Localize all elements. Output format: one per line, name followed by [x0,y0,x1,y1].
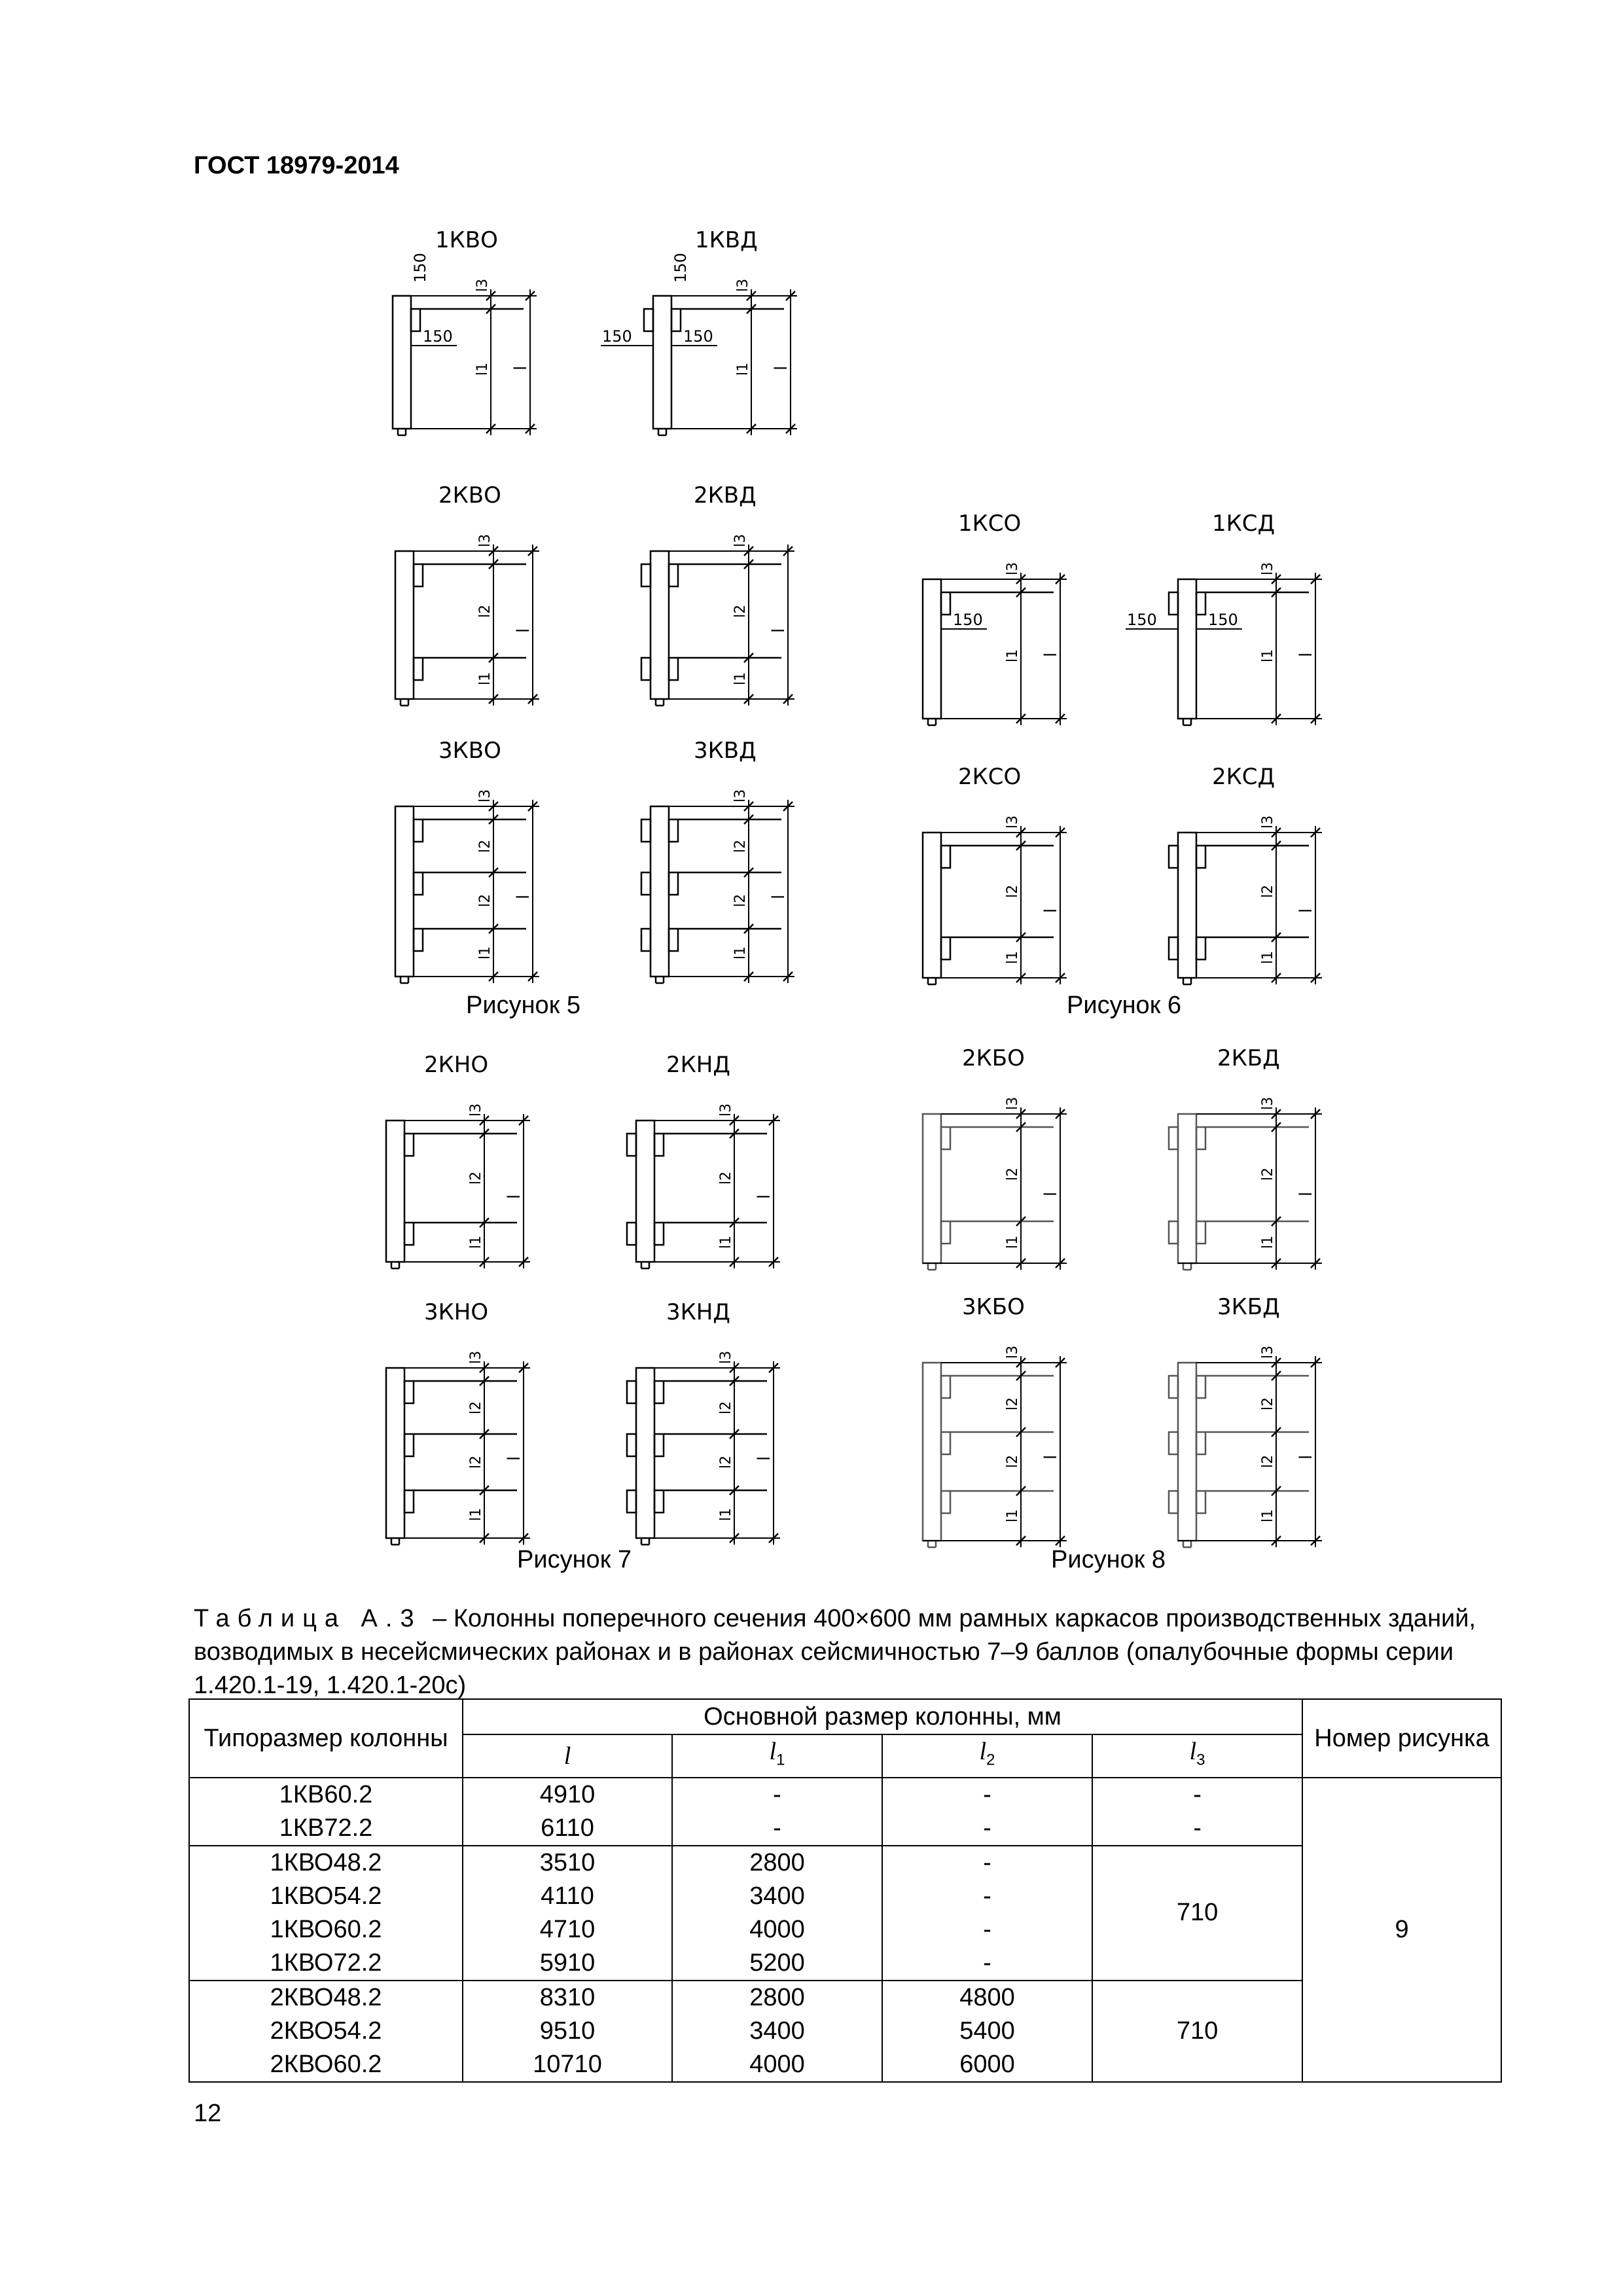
dimension-l2: l2 [732,604,749,618]
group-3-l2 [882,1981,1092,2082]
dimension-lines [1178,1356,1322,1547]
header-l2-label: l [979,1738,987,1765]
dimension-total-l: l [1296,652,1316,657]
column-label: 2КСО [958,764,1022,790]
dimension-total-l: l [1041,1191,1061,1196]
dimension-l1: l1 [477,946,493,960]
group-2-l2 [882,1846,1092,1981]
dimension-l3: l3 [1005,562,1021,575]
group-2-l [463,1846,672,1981]
page-number: 12 [194,2100,222,2127]
dimension-total-l: l [1041,908,1061,913]
header-main-size: Основной размер колонны, мм [463,1699,1302,1734]
column-label: 1КСД [1212,511,1275,537]
cell-l: 9510 [539,2017,596,2045]
dimension-offset-150: 150 [683,327,713,346]
cell-type: 1КВ72.2 [279,1814,373,1842]
dimension-offset-150: 150 [1127,611,1157,629]
group-3-types [189,1981,463,2082]
dimension-offset-150: 150 [1208,611,1238,629]
dimension-offset-150-vertical: 150 [411,253,429,283]
dimension-total-l: l [511,365,531,370]
columns-table [188,1698,1502,2083]
standard-header: ГОСТ 18979-2014 [194,152,399,179]
cell-l: 4910 [539,1780,596,1808]
group-1-types [189,1778,463,1846]
dimension-l2: l2 [468,1455,484,1469]
dimension-total-l: l [505,1456,524,1461]
cell-l2: - [983,1848,991,1876]
dimension-l3: l3 [474,278,491,292]
figure-caption-5: Рисунок 5 [466,992,581,1019]
group-1-l2 [882,1778,1092,1846]
cell-l1: - [773,1780,781,1808]
dimension-l2: l2 [718,1401,734,1414]
dimension-total-l: l [1296,1191,1316,1196]
cell-type: 2КВО48.2 [270,1983,382,2011]
dimension-total-l: l [514,894,533,899]
column-label: 3КБД [1217,1294,1280,1320]
cell-l1: 4000 [749,2050,805,2078]
dimension-l1: l1 [735,362,751,376]
cell-l: 4110 [541,1882,594,1910]
column-label: 3КБО [962,1294,1025,1320]
group-1-l [463,1778,672,1846]
dimension-l1: l1 [1005,649,1021,662]
column-label: 3КНО [424,1299,489,1325]
cell-l3: - [1193,1814,1202,1842]
dimension-l1: l1 [468,1507,484,1521]
cell-type: 1КВО54.2 [270,1882,382,1910]
dimension-l3: l3 [1005,1096,1021,1110]
group-2-l1 [672,1846,882,1981]
table-caption-text: – Колонны поперечного сечения 400×600 мм рамных каркасов производственных зданий, возводимых в несейсмических районах и в районах сейсмичностью 7–9 баллов (опалубочные формы серии 1.420.1-19, 1.420.1-20с) [194,1605,1476,1699]
header-l3 [1092,1734,1302,1778]
dimension-l2: l2 [732,839,749,853]
cell-l3-merged: 710 [1092,1981,1302,2082]
cell-l2: - [983,1882,991,1910]
group-1-l3 [1092,1778,1302,1846]
dimension-l3: l3 [477,789,493,802]
header-l3-label: l [1189,1738,1197,1765]
dimension-l3: l3 [1005,815,1021,829]
dimension-l2: l2 [468,1171,484,1185]
column-label: 3КВД [694,738,757,764]
dimension-l3: l3 [718,1103,734,1117]
column-label: 1КВО [435,227,498,253]
dimension-l3: l3 [732,789,749,802]
cell-l3-merged: 710 [1092,1846,1302,1981]
dimension-l3: l3 [477,533,493,547]
dimension-total-l: l [1041,652,1061,657]
header-l2-sub: 2 [986,1751,995,1769]
cell-figure-number: 9 [1302,1778,1501,2082]
dimension-l2: l2 [468,1401,484,1414]
dimension-total-l: l [505,1194,524,1199]
column-label: 3КВО [438,738,501,764]
cell-l: 5910 [539,1948,596,1977]
column-label: 3КНД [666,1299,730,1325]
dimension-l2: l2 [1260,1454,1276,1468]
dimension-l1: l1 [468,1235,484,1249]
cell-l1: 3400 [749,1882,805,1910]
cell-l1: 2800 [749,1983,805,2011]
dimension-l1: l1 [732,672,749,685]
dimension-l1: l1 [718,1507,734,1521]
dimension-l3: l3 [718,1350,734,1364]
column-body [1169,1363,1309,1547]
figure-caption-6: Рисунок 6 [1067,992,1182,1019]
cell-l1: 4000 [749,1915,805,1943]
header-type-label: Типоразмер колонны [204,1724,448,1752]
dimension-l3: l3 [468,1350,484,1364]
dimension-l2: l2 [477,839,493,853]
group-1-l1 [672,1778,882,1846]
dimension-l2: l2 [1005,1167,1021,1181]
dimension-l1: l1 [1260,1509,1276,1522]
dimension-l2: l2 [718,1171,734,1185]
dimension-l1: l1 [732,946,749,960]
header-l1 [672,1734,882,1778]
header-l [463,1734,672,1778]
dimension-l1: l1 [474,362,491,376]
cell-l1: - [773,1814,781,1842]
cell-l2: 4800 [959,1983,1015,2011]
header-l1-sub: 1 [776,1751,785,1769]
cell-l: 4710 [539,1915,596,1943]
dimension-l2: l2 [477,604,493,618]
dimension-total-l: l [1041,1454,1061,1460]
cell-type: 1КВО60.2 [270,1915,382,1943]
dimension-l3: l3 [735,278,751,292]
cell-l2: 6000 [959,2050,1015,2078]
cell-type: 1КВО72.2 [270,1948,382,1977]
table-caption-number: Таблица А.3 [194,1605,422,1632]
cell-l: 10710 [533,2050,602,2078]
header-type [189,1699,463,1778]
dimension-l2: l2 [477,893,493,907]
dimension-l3: l3 [1260,815,1276,829]
dimension-offset-150: 150 [423,327,453,346]
cell-type: 1КВ60.2 [279,1780,373,1808]
dimension-l2: l2 [1005,1454,1021,1468]
dimension-l2: l2 [1005,1397,1021,1410]
cell-l2: - [983,1780,991,1808]
dimension-l3: l3 [1260,562,1276,575]
dimension-l2: l2 [1260,884,1276,898]
dimension-l1: l1 [1005,950,1021,964]
dimension-offset-150-vertical: 150 [671,253,690,283]
dimension-l3: l3 [468,1103,484,1117]
cell-type: 2КВО60.2 [270,2050,382,2078]
dimension-l2: l2 [1260,1167,1276,1181]
dimension-l2: l2 [718,1455,734,1469]
dimension-l1: l1 [477,672,493,685]
dimension-total-l: l [1296,908,1316,913]
dimension-total-l: l [514,628,533,633]
group-3-l [463,1981,672,2082]
header-l1-label: l [769,1738,777,1765]
figure-caption-8: Рисунок 8 [1051,1546,1166,1573]
cell-l: 8310 [539,1983,596,2011]
cell-l3: - [1193,1780,1202,1808]
cell-l1: 5200 [749,1948,805,1977]
dimension-l2: l2 [1005,884,1021,898]
dimension-total-l: l [772,365,791,370]
column-label: 2КВД [694,482,757,509]
column-label: 2КНД [666,1052,730,1078]
dimension-l1: l1 [1005,1509,1021,1522]
header-l2 [882,1734,1092,1778]
dimension-l2: l2 [1260,1397,1276,1410]
dimension-l3: l3 [1005,1345,1021,1359]
dimension-l1: l1 [1005,1235,1021,1249]
column-label: 2КНО [424,1052,489,1078]
cell-l1: 2800 [749,1848,805,1876]
cell-l: 3510 [539,1848,596,1876]
dimension-l1: l1 [1260,950,1276,964]
dimension-l3: l3 [1260,1345,1276,1359]
dimension-l1: l1 [1260,1235,1276,1249]
cell-l2: - [983,1814,991,1842]
column-label: 1КСО [958,511,1022,537]
group-3-l1 [672,1981,882,2082]
dimension-total-l: l [769,894,789,899]
dimension-l2: l2 [732,893,749,907]
dimension-total-l: l [755,1456,774,1461]
figure-caption-7: Рисунок 7 [517,1546,632,1573]
group-2-types [189,1846,463,1981]
cell-type: 2КВО54.2 [270,2017,382,2045]
header-l-label: l [563,1742,571,1770]
column-label: 2КБД [1217,1045,1280,1071]
dimension-l3: l3 [1260,1096,1276,1110]
dimension-l1: l1 [1260,649,1276,662]
column-label: 1КВД [695,227,758,253]
dimension-total-l: l [1296,1454,1316,1460]
cell-l2: - [983,1948,991,1977]
header-l3-sub: 3 [1196,1751,1205,1769]
dimension-total-l: l [755,1194,774,1199]
header-figure-number: Номер рисунка [1302,1699,1501,1778]
cell-l: 6110 [541,1814,594,1842]
cell-type: 1КВО48.2 [270,1848,382,1876]
cell-l2: 5400 [959,2017,1015,2045]
table-caption [194,1602,1496,1702]
dimension-offset-150: 150 [953,611,983,629]
cell-l2: - [983,1915,991,1943]
column-label: 2КВО [438,482,501,509]
dimension-total-l: l [769,628,789,633]
cell-l1: 3400 [749,2017,805,2045]
column-label: 2КСД [1212,764,1275,790]
dimension-offset-150: 150 [602,327,632,346]
column-label: 2КБО [962,1045,1025,1071]
dimension-l1: l1 [718,1235,734,1249]
dimension-l3: l3 [732,533,749,547]
